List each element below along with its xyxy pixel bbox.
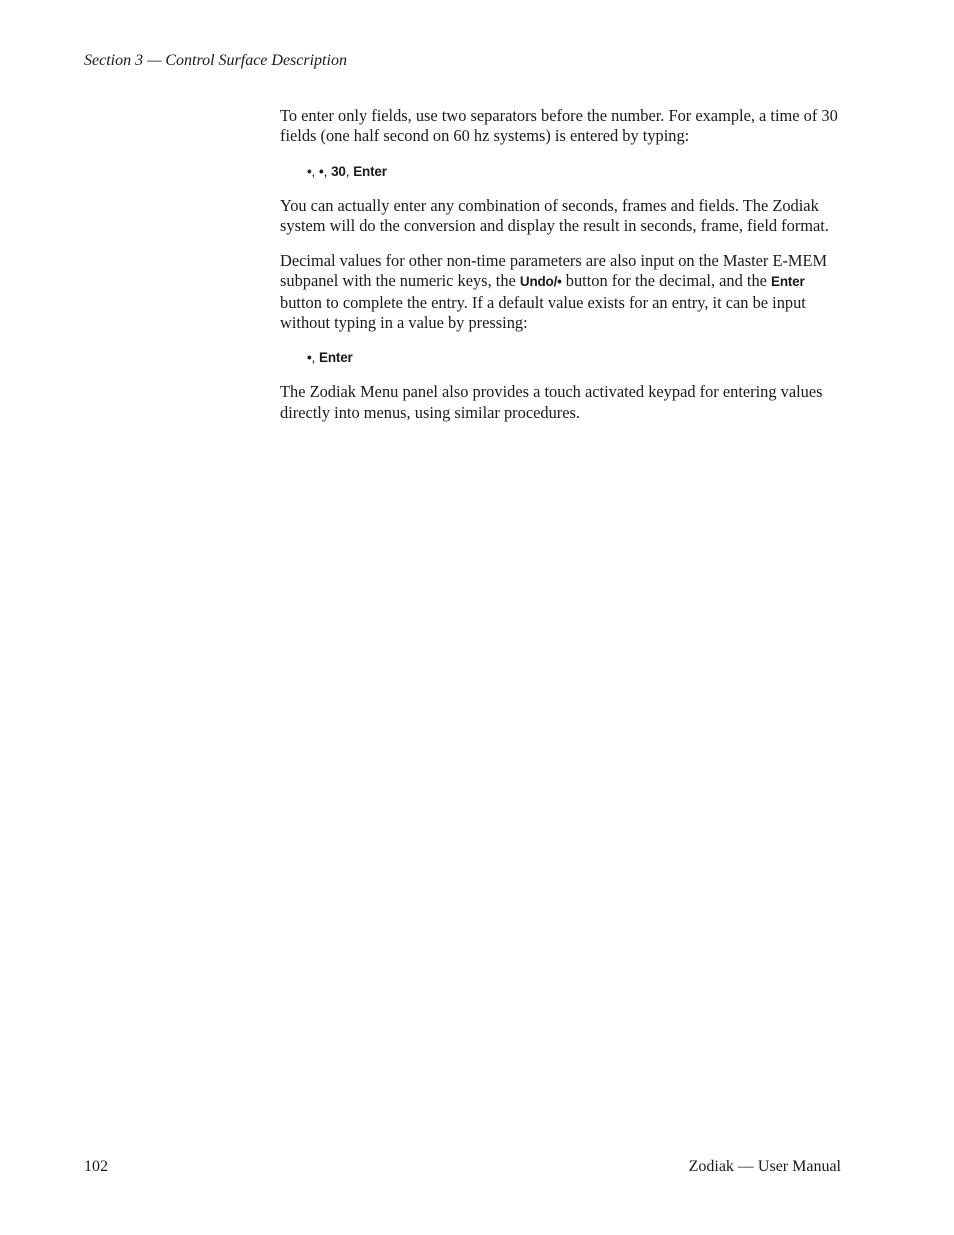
paragraph-text: Decimal values for other non-time parameters are also input on the Master E-MEM subpanel with the numeric keys, the — [280, 251, 828, 291]
paragraph-decimal-values — [280, 251, 840, 333]
key-undo-decimal: Undo/• — [519, 274, 562, 290]
key-sequence-default — [280, 349, 840, 367]
key-enter: Enter — [353, 163, 387, 179]
key-enter: Enter — [771, 274, 805, 290]
paragraph-text: button for the decimal, and the — [561, 271, 772, 291]
paragraph-combination: You can actually enter any combination of seconds, frames and fields. The Zodiak system will do the conversion and display the result in seconds, frame, field format. — [280, 195, 829, 235]
sequence-comma: , — [311, 350, 320, 366]
document-title: Zodiak — User Manual — [688, 1158, 841, 1175]
key-number: 30 — [331, 163, 346, 179]
key-separator: • — [319, 163, 324, 179]
paragraph-menu-keypad: The Zodiak Menu panel also provides a touch activated keypad for entering values directly into menus, using similar procedures. — [280, 382, 823, 422]
sequence-comma: , — [311, 163, 320, 179]
key-enter: Enter — [319, 350, 353, 366]
key-separator: • — [307, 350, 312, 366]
body-content — [280, 106, 840, 423]
page-number: 102 — [84, 1158, 108, 1175]
key-separator: • — [307, 163, 312, 179]
running-header: Section 3 — Control Surface Description — [84, 52, 347, 69]
paragraph-text: button to complete the entry. If a default value exists for an entry, it can be input without typing in a value by pressing: — [280, 292, 806, 333]
paragraph-fields-entry: To enter only fields, use two separators before the number. For example, a time of 30 fields (one half second on 60 hz systems) is entered by typing: — [280, 106, 838, 146]
key-sequence-fields — [280, 163, 840, 181]
sequence-comma: , — [323, 163, 332, 179]
sequence-comma: , — [345, 163, 354, 179]
